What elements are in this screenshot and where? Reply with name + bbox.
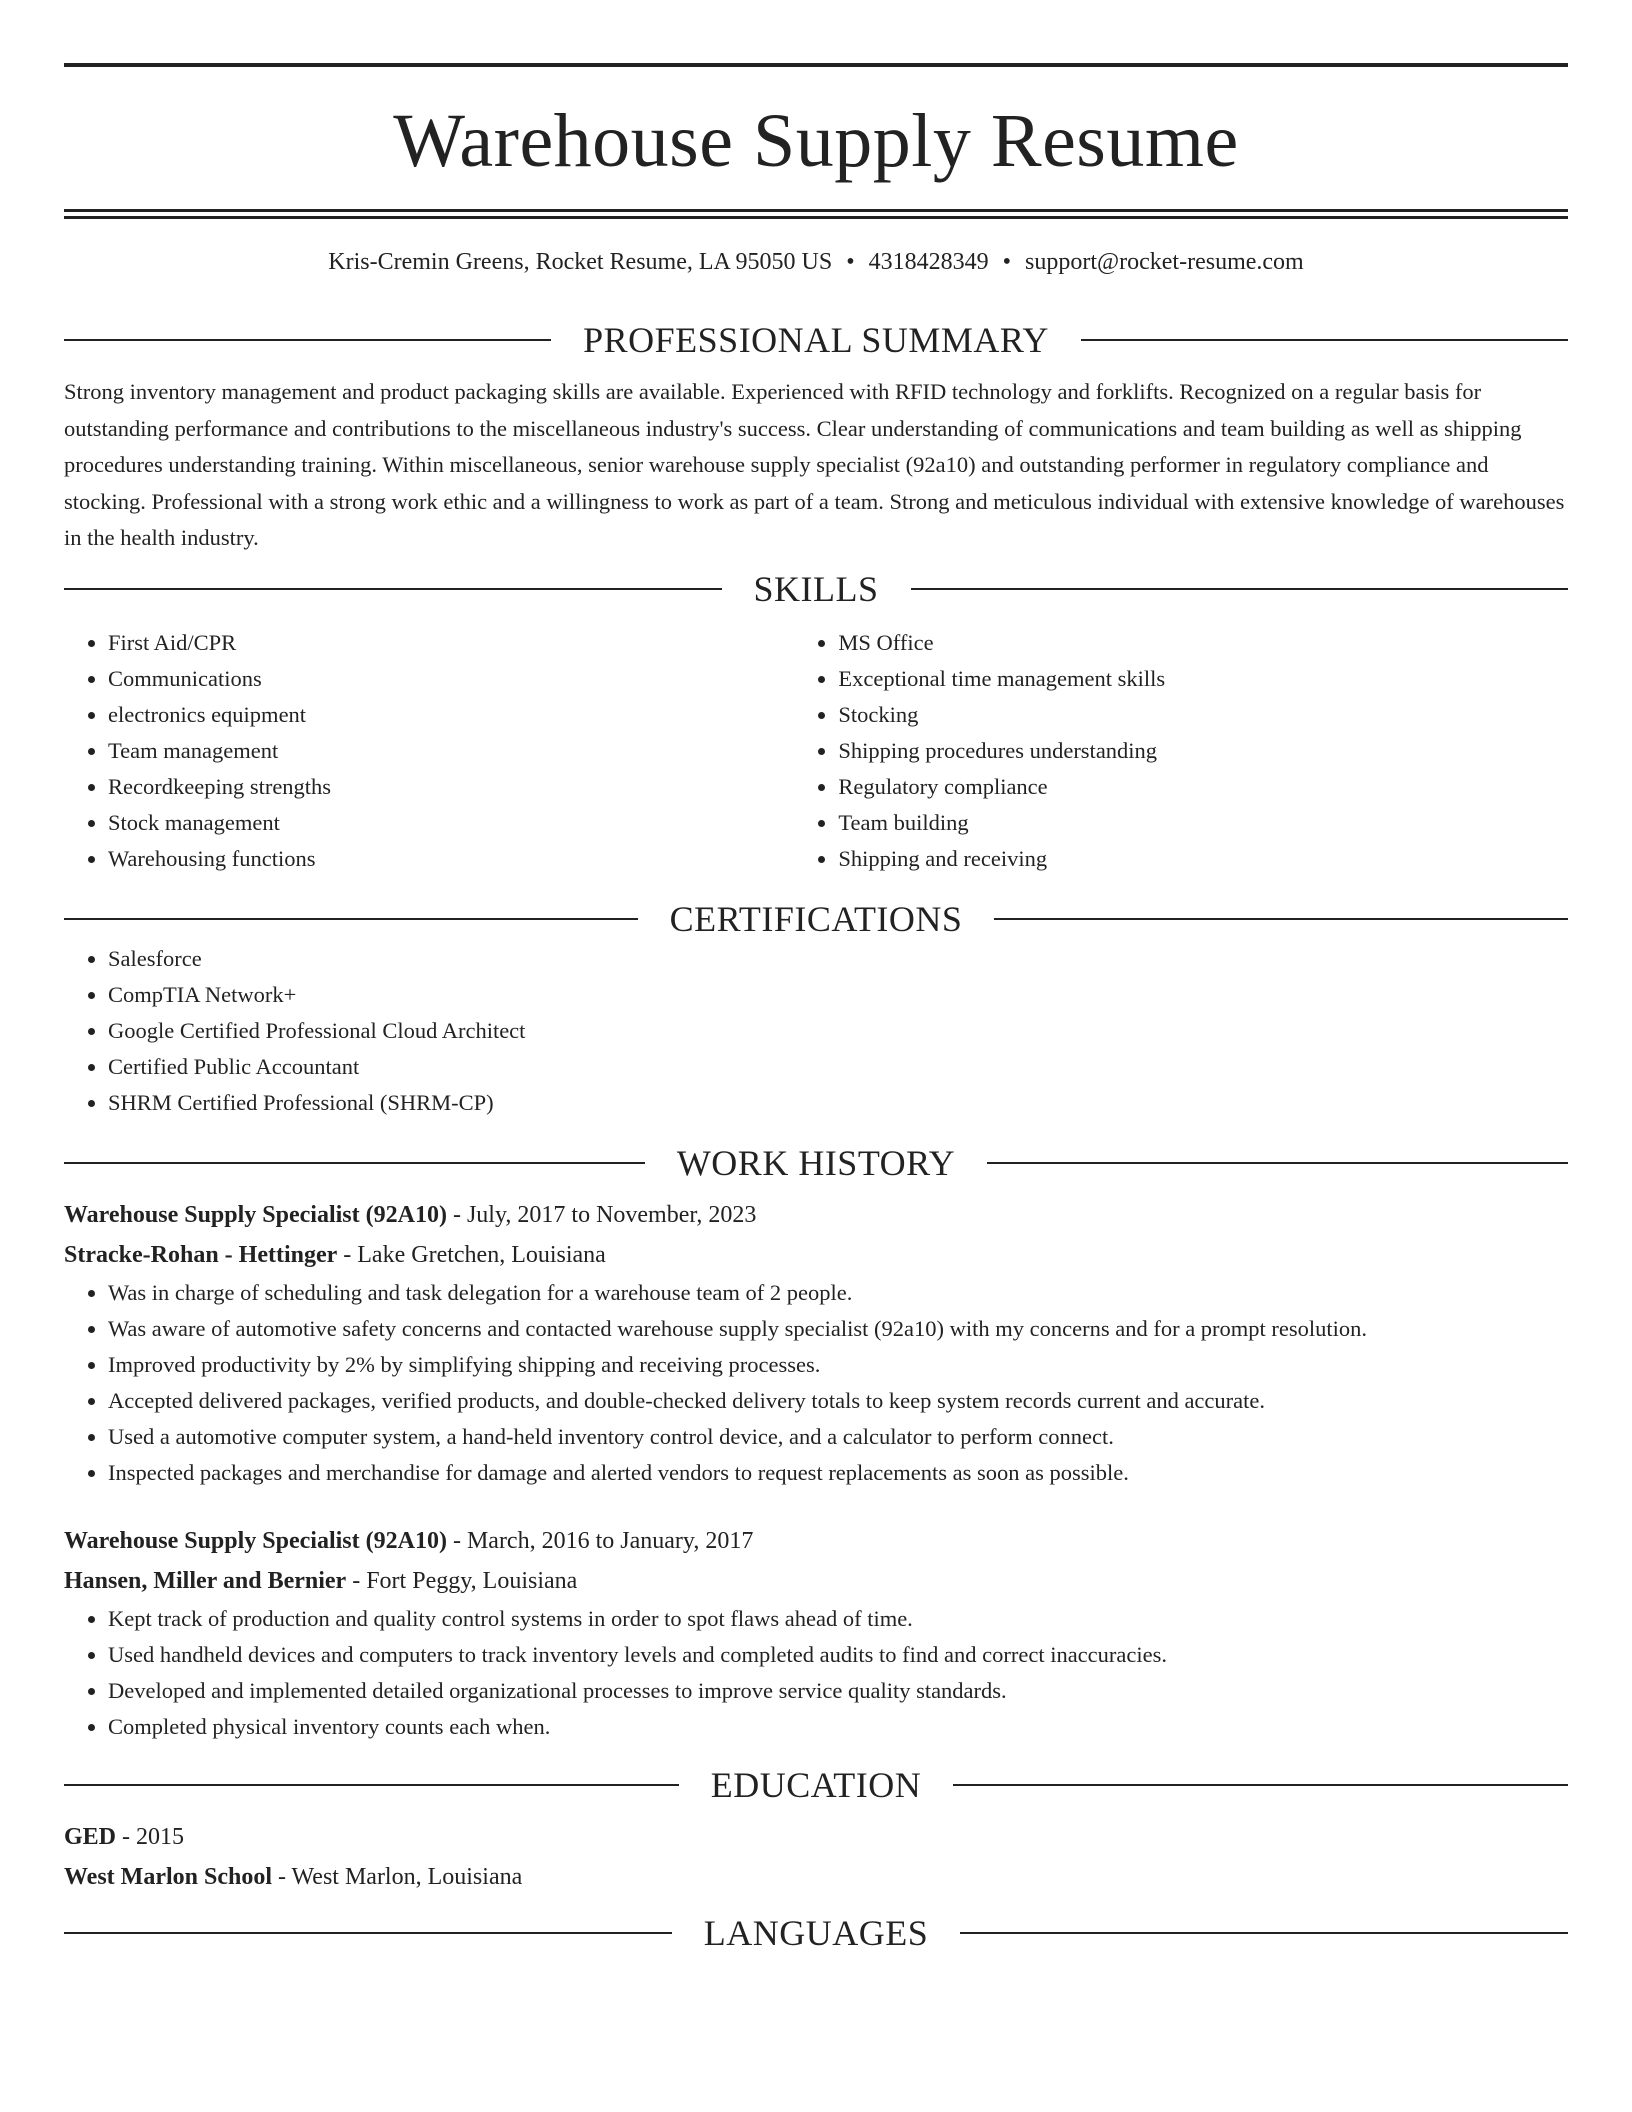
job-company-line bbox=[64, 1561, 1568, 1601]
list-item: • Recordkeeping strengths bbox=[108, 769, 794, 805]
section-title: WORK HISTORY bbox=[676, 1142, 956, 1183]
job-title-line bbox=[64, 1521, 1568, 1561]
contact-separator: • bbox=[1002, 249, 1012, 275]
job-company: Hansen, Miller and Bernier bbox=[64, 1567, 347, 1594]
job-title-line bbox=[64, 1195, 1568, 1235]
job-company: Stracke-Rohan - Hettinger bbox=[64, 1241, 338, 1268]
education-entry bbox=[64, 1817, 1568, 1897]
resume-title: Warehouse Supply Resume bbox=[393, 99, 1239, 183]
section-title: LANGUAGES bbox=[703, 1912, 929, 1953]
job-entry bbox=[64, 1195, 1568, 1491]
list-item: • CompTIA Network+ bbox=[108, 977, 1568, 1013]
education-degree-line bbox=[64, 1817, 1568, 1857]
job-title: Warehouse Supply Specialist (92A10) bbox=[64, 1201, 447, 1228]
contact-phone: 4318428349 bbox=[868, 249, 989, 275]
heading-rule-left bbox=[64, 918, 638, 920]
education-year: - 2015 bbox=[116, 1823, 185, 1850]
section-heading-languages bbox=[64, 1911, 1568, 1955]
resume-page bbox=[64, 0, 1568, 1955]
list-item: • SHRM Certified Professional (SHRM-CP) bbox=[108, 1085, 1568, 1121]
list-item: • Developed and implemented detailed organizational processes to improve service quality standards. bbox=[108, 1673, 1568, 1709]
section-title: SKILLS bbox=[753, 568, 879, 609]
list-item: • Team management bbox=[108, 733, 794, 769]
list-item: • Stock management bbox=[108, 805, 794, 841]
job-bullets bbox=[64, 1601, 1568, 1745]
list-item: • Google Certified Professional Cloud Architect bbox=[108, 1013, 1568, 1049]
contact-email: support@rocket-resume.com bbox=[1025, 249, 1304, 275]
skills-grid bbox=[64, 625, 1568, 877]
list-item: • Exceptional time management skills bbox=[838, 661, 1568, 697]
skills-list-right bbox=[794, 625, 1568, 877]
heading-rule-right bbox=[911, 588, 1569, 590]
list-item: • First Aid/CPR bbox=[108, 625, 794, 661]
section-heading-summary bbox=[64, 318, 1568, 362]
job-dates: - July, 2017 to November, 2023 bbox=[446, 1201, 757, 1228]
job-entry bbox=[64, 1521, 1568, 1745]
section-title: PROFESSIONAL SUMMARY bbox=[583, 320, 1049, 360]
section-heading-education bbox=[64, 1763, 1568, 1807]
list-item: • Used handheld devices and computers to track inventory levels and completed audits to find and correct inaccuracies. bbox=[108, 1637, 1568, 1673]
section-title: CERTIFICATIONS bbox=[669, 898, 963, 939]
education-location: - West Marlon, Louisiana bbox=[272, 1863, 523, 1890]
list-item: • Kept track of production and quality control systems in order to spot flaws ahead of time. bbox=[108, 1601, 1568, 1637]
list-item: • Team building bbox=[838, 805, 1568, 841]
contact-line bbox=[64, 245, 1568, 279]
header-double-rule bbox=[64, 209, 1568, 219]
list-item: • Stocking bbox=[838, 697, 1568, 733]
list-item: • Shipping and receiving bbox=[838, 841, 1568, 877]
list-item: • Warehousing functions bbox=[108, 841, 794, 877]
list-item: • Completed physical inventory counts each when. bbox=[108, 1709, 1568, 1745]
heading-rule-left bbox=[64, 339, 551, 341]
list-item: • Shipping procedures understanding bbox=[838, 733, 1568, 769]
list-item: • Improved productivity by 2% by simplifying shipping and receiving processes. bbox=[108, 1347, 1568, 1383]
education-degree: GED bbox=[64, 1823, 117, 1850]
section-heading-certifications bbox=[64, 897, 1568, 941]
job-location: - Lake Gretchen, Louisiana bbox=[337, 1241, 606, 1268]
skills-list-left bbox=[64, 625, 794, 877]
job-bullets bbox=[64, 1275, 1568, 1491]
certifications-list bbox=[64, 941, 1568, 1121]
heading-rule-left bbox=[64, 1162, 645, 1164]
summary-text: Strong inventory management and product packaging skills are available. Experienced with RFID technology and forklifts. Recognized on a regular basis for outstanding performance and contributions to the miscellaneous industry's success. Clear understanding of communications and team building as well as shipping procedures understanding training. Within miscellaneous, senior warehouse supply specialist (92a10) and outstanding performer in regulatory compliance and stocking. Professional with a strong work ethic and a willingness to work as part of a team. Strong and meticulous individual with extensive knowledge of warehouses in the health industry. bbox=[64, 379, 1565, 550]
list-item: • Communications bbox=[108, 661, 794, 697]
job-dates: - March, 2016 to January, 2017 bbox=[446, 1527, 754, 1554]
list-item: • Inspected packages and merchandise for damage and alerted vendors to request replacements as soon as possible. bbox=[108, 1455, 1568, 1491]
heading-rule-left bbox=[64, 1932, 672, 1934]
education-school-line bbox=[64, 1857, 1568, 1897]
heading-rule-right bbox=[1081, 339, 1568, 341]
job-company-line bbox=[64, 1235, 1568, 1275]
list-item: • Used a automotive computer system, a hand-held inventory control device, and a calculator to perform connect. bbox=[108, 1419, 1568, 1455]
heading-rule-right bbox=[994, 918, 1568, 920]
list-item: • Certified Public Accountant bbox=[108, 1049, 1568, 1085]
heading-rule-right bbox=[953, 1784, 1568, 1786]
list-item: • Was aware of automotive safety concerns and contacted warehouse supply specialist (92a10) with my concerns and for a prompt resolution. bbox=[108, 1311, 1568, 1347]
section-title: EDUCATION bbox=[710, 1764, 922, 1805]
education-school: West Marlon School bbox=[64, 1863, 272, 1890]
list-item: • Was in charge of scheduling and task delegation for a warehouse team of 2 people. bbox=[108, 1275, 1568, 1311]
list-item: • Regulatory compliance bbox=[838, 769, 1568, 805]
heading-rule-left bbox=[64, 588, 722, 590]
list-item: • electronics equipment bbox=[108, 697, 794, 733]
job-title: Warehouse Supply Specialist (92A10) bbox=[64, 1527, 447, 1554]
heading-rule-left bbox=[64, 1784, 679, 1786]
heading-rule-right bbox=[960, 1932, 1568, 1934]
section-heading-work-history bbox=[64, 1141, 1568, 1185]
list-item: • MS Office bbox=[838, 625, 1568, 661]
contact-separator: • bbox=[846, 249, 855, 275]
job-location: - Fort Peggy, Louisiana bbox=[346, 1567, 578, 1594]
contact-address: Kris-Cremin Greens, Rocket Resume, LA 95050 US bbox=[328, 249, 833, 275]
section-heading-skills bbox=[64, 567, 1568, 611]
list-item: • Accepted delivered packages, verified products, and double-checked delivery totals to keep system records current and accurate. bbox=[108, 1383, 1568, 1419]
heading-rule-right bbox=[987, 1162, 1568, 1164]
list-item: • Salesforce bbox=[108, 941, 1568, 977]
